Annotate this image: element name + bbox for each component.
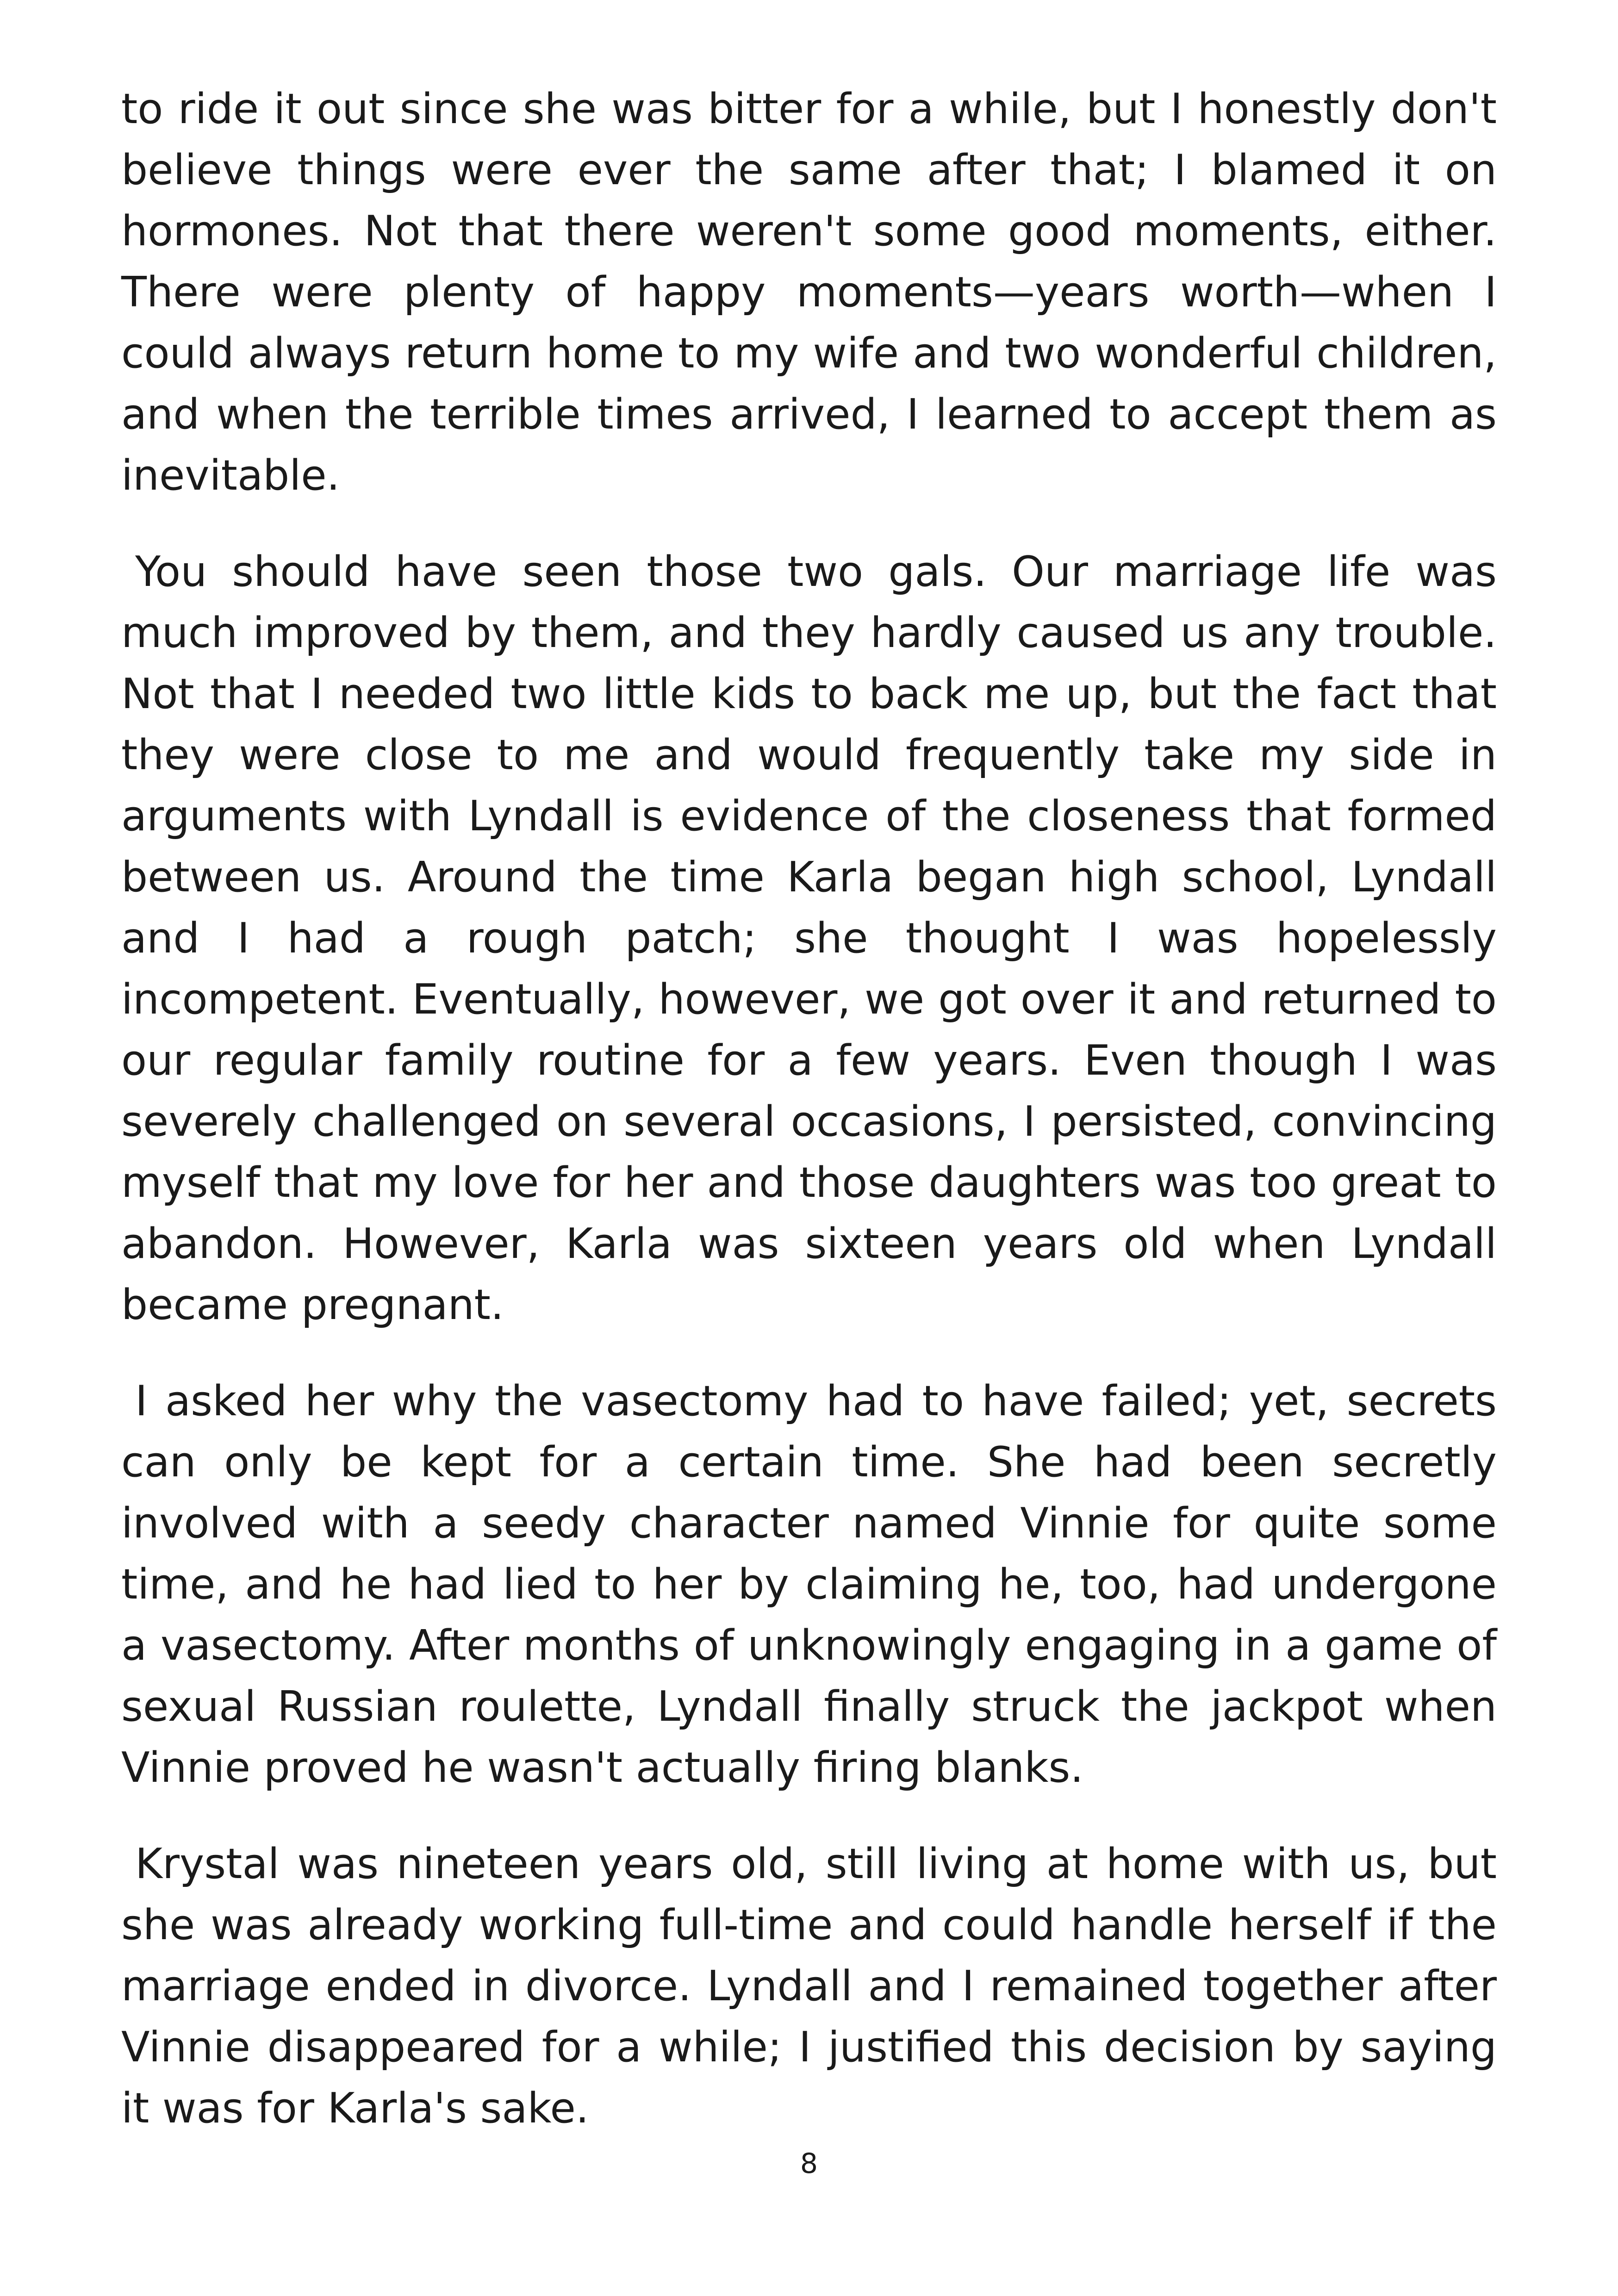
page-number: 8 bbox=[800, 2147, 818, 2180]
paragraph-1: to ride it out since she was bitter for a while, but I honestly don't believe things were ever the same after that; I blamed it on hormones. Not that there weren't some good moments, either. There were plenty of happy moments—years worth—when I could always return home to my wife and two wonderful children, and when the terrible times arrived, I learned to accept them as inevitable. bbox=[121, 85, 1497, 500]
paragraph-2: You should have seen those two gals. Our marriage life was much improved by them, and they hardly caused us any trouble. Not that I needed two little kids to back me up, but the fact that they were close to me and would frequently take my side in arguments with Lyndall is evidence of the closeness that formed between us. Around the time Karla began high school, Lyndall and I had a rough patch; she thought I was hopelessly incompetent. Eventually, however, we got over it and returned to our regular family routine for a few years. Even though I was severely challenged on several occasions, I persisted, convincing myself that my love for her and those daughters was too great to abandon. However, Karla was sixteen years old when Lyndall became pregnant. bbox=[121, 548, 1497, 1329]
body-text bbox=[121, 79, 1497, 2174]
paragraph-4: Krystal was nineteen years old, still living at home with us, but she was already working full-time and could handle herself if the marriage ended in divorce. Lyndall and I remained together after Vinnie disappeared for a while; I justified this decision by saying it was for Karla's sake. bbox=[121, 1840, 1497, 2133]
paragraph-3: I asked her why the vasectomy had to have failed; yet, secrets can only be kept for a certain time. She had been secretly involved with a seedy character named Vinnie for quite some time, and he had lied to her by claiming he, too, had undergone a vasectomy. After months of unknowingly engaging in a game of sexual Russian roulette, Lyndall finally struck the jackpot when Vinnie proved he wasn't actually firing blanks. bbox=[121, 1377, 1497, 1792]
